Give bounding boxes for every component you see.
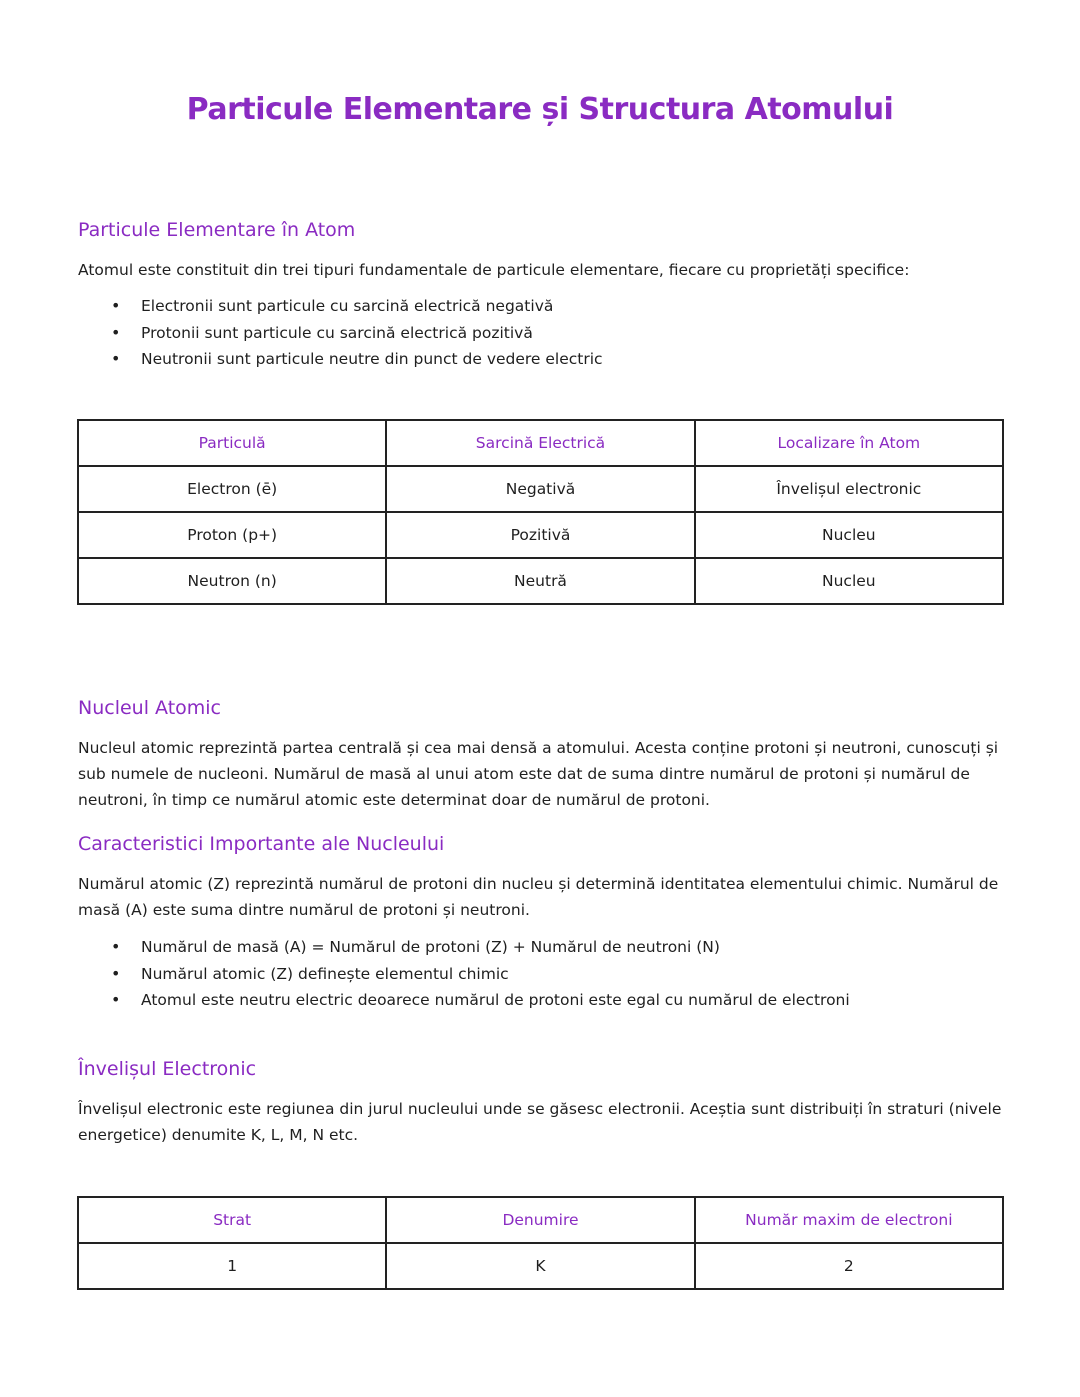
table-row (78, 512, 1003, 558)
section-heading-particles: Particule Elementare în Atom (78, 219, 356, 241)
section-heading-nucleus-characteristics: Caracteristici Importante ale Nucleului (78, 833, 445, 855)
list-item: • Protonii sunt particule cu sarcină electrică pozitivă (78, 320, 603, 347)
section-heading-nucleus: Nucleul Atomic (78, 697, 222, 719)
shells-table (77, 1196, 1004, 1290)
table-header-row (78, 420, 1003, 466)
characteristics-bullet-list (78, 934, 850, 1014)
table-cell: Nucleu (695, 512, 1003, 558)
list-item: • Neutronii sunt particule neutre din punct de vedere electric (78, 346, 603, 373)
table-header-cell: Denumire (386, 1197, 694, 1243)
list-item: • Numărul de masă (A) = Numărul de protoni (Z) + Numărul de neutroni (N) (78, 934, 850, 961)
table-row (78, 1243, 1003, 1289)
table-header-row (78, 1197, 1003, 1243)
particles-table (77, 419, 1004, 605)
electron-shell-paragraph: Învelișul electronic este regiunea din jurul nucleului unde se găsesc electronii. Aceștia sunt distribuiți în straturi (nivele energetice) denumite K, L, M, N etc. (78, 1100, 1002, 1144)
table-cell: Negativă (386, 466, 694, 512)
list-item: • Numărul atomic (Z) definește elementul chimic (78, 961, 850, 988)
table-row (78, 466, 1003, 512)
table-header-cell: Număr maxim de electroni (695, 1197, 1003, 1243)
table-cell: 1 (78, 1243, 386, 1289)
section-heading-electron-shell: Învelișul Electronic (78, 1058, 257, 1080)
table-cell: Pozitivă (386, 512, 694, 558)
list-item: • Atomul este neutru electric deoarece numărul de protoni este egal cu numărul de electroni (78, 987, 850, 1014)
table-header-cell: Particulă (78, 420, 386, 466)
table-cell: Neutră (386, 558, 694, 604)
page-title: Particule Elementare și Structura Atomului (186, 92, 894, 127)
table-cell: Electron (ē) (78, 466, 386, 512)
list-item: • Electronii sunt particule cu sarcină electrică negativă (78, 293, 603, 320)
table-row (78, 558, 1003, 604)
characteristics-paragraph: Numărul atomic (Z) reprezintă numărul de protoni din nucleu și determină identitatea elementului chimic. Numărul de masă (A) este suma dintre numărul de protoni și neutroni. (78, 875, 999, 919)
table-cell: 2 (695, 1243, 1003, 1289)
table-header-cell: Strat (78, 1197, 386, 1243)
table-cell: Proton (p+) (78, 512, 386, 558)
nucleus-paragraph: Nucleul atomic reprezintă partea centrală și cea mai densă a atomului. Acesta conține protoni și neutroni, cunoscuți și sub numele de nucleoni. Numărul de masă al unui atom este dat de suma dintre numărul de protoni și numărul de neutroni, în timp ce numărul atomic este determinat doar de numărul de protoni. (78, 739, 999, 809)
table-cell: Neutron (n) (78, 558, 386, 604)
table-cell: Nucleu (695, 558, 1003, 604)
particles-bullet-list (78, 293, 603, 373)
table-header-cell: Sarcină Electrică (386, 420, 694, 466)
particles-intro: Atomul este constituit din trei tipuri fundamentale de particule elementare, fiecare cu proprietăți specifice: (78, 261, 910, 279)
table-cell: Învelișul electronic (695, 466, 1003, 512)
table-header-cell: Localizare în Atom (695, 420, 1003, 466)
table-cell: K (386, 1243, 694, 1289)
